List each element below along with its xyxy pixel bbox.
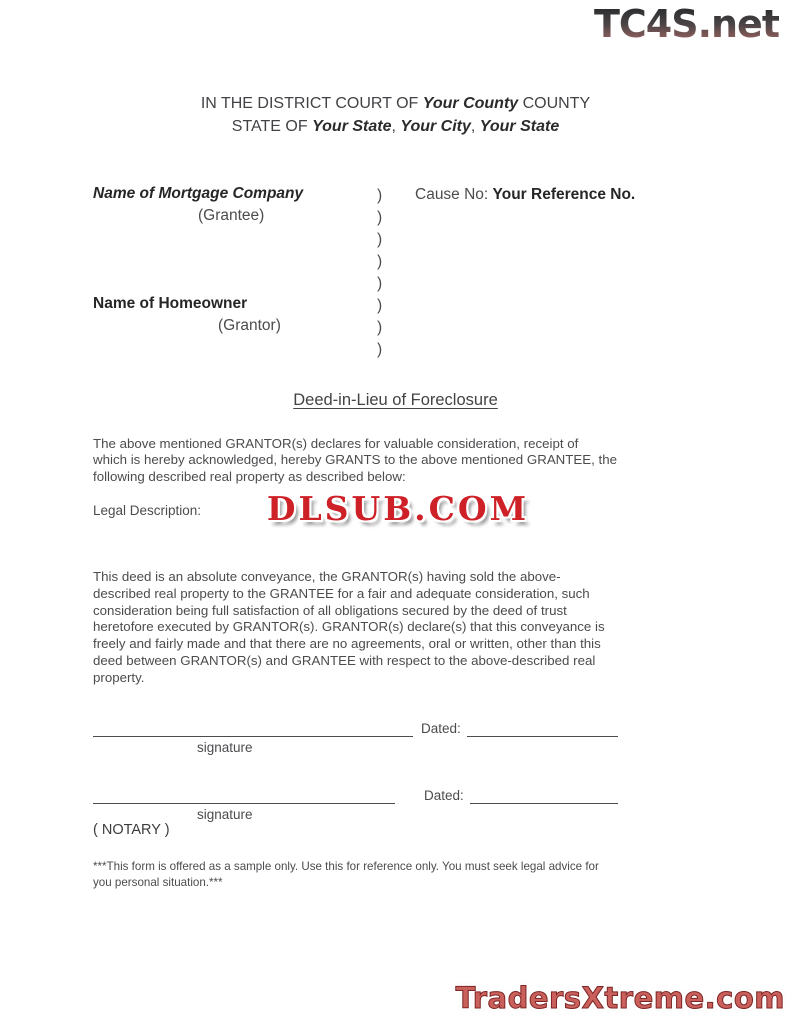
grantor-name: Name of Homeowner [93, 295, 248, 312]
tc4s-logo: TC4S.net [593, 2, 779, 46]
disclaimer-line: you personal situation.*** [93, 876, 223, 889]
paragraph-line: freely and fairly made and that there are no agreements, oral or written, other than this [93, 636, 601, 652]
heading-line2-text: STATE OF [231, 118, 313, 135]
paragraph-line: This deed is an absolute conveyance, the GRANTOR(s) having sold the above- [93, 569, 561, 584]
cause-number-value: Your Reference No. [492, 186, 636, 203]
paragraph-conveyance-clause [93, 569, 605, 687]
dlsub-watermark: DLSUB.COM [266, 489, 530, 528]
paragraph-line: described real property to the GRANTEE for a fair and adequate consideration, such [93, 585, 590, 601]
signature-caption-1: signature [197, 740, 253, 755]
grantor-role-label: (Grantor) [218, 317, 281, 334]
heading-line1-text: IN THE DISTRICT COURT OF [200, 95, 423, 112]
paragraph-line: deed between GRANTOR(s) and GRANTEE with respect to the above-described real [93, 652, 596, 668]
cause-number [415, 186, 635, 204]
paren-mark: ) [377, 253, 383, 270]
paragraph-line: following described real property as described below: [93, 468, 406, 484]
dated-line-2 [470, 789, 618, 804]
paragraph-line: The above mentioned GRANTOR(s) declares for valuable consideration, receipt of [93, 436, 579, 451]
heading-separator-1: , [391, 118, 401, 135]
dated-label-1: Dated: [421, 721, 461, 736]
document-title-text: Deed-in-Lieu of Foreclosure [293, 391, 498, 409]
paren-mark: ) [377, 319, 383, 336]
signature-caption-2: signature [197, 807, 253, 822]
heading-city-placeholder: Your City [400, 118, 471, 135]
tradersxtreme-logo: TradersXtreme.com [455, 981, 785, 1015]
dated-label-2: Dated: [424, 788, 464, 803]
paragraph-line: property. [93, 669, 145, 685]
disclaimer-line: ***This form is offered as a sample only. Use this for reference only. You must seek legal advice for [93, 860, 599, 873]
paragraph-granting-clause [93, 436, 617, 485]
grantee-name: Name of Mortgage Company [93, 185, 304, 202]
heading-line2 [0, 115, 791, 138]
disclaimer [93, 859, 599, 891]
grantee-role-label: (Grantee) [198, 207, 265, 224]
paren-mark: ) [377, 275, 383, 292]
paren-mark: ) [377, 209, 383, 226]
heading-state2-placeholder: Your State [479, 118, 560, 135]
paragraph-line: which is hereby acknowledged, hereby GRANTS to the above mentioned GRANTEE, the [93, 452, 618, 468]
paren-mark: ) [377, 187, 383, 204]
paren-mark: ) [377, 297, 383, 314]
paren-mark: ) [377, 231, 383, 248]
heading-line1 [0, 92, 791, 115]
dated-line-1 [467, 722, 618, 737]
caption-paren-column [377, 185, 382, 361]
cause-number-label: Cause No: [415, 186, 493, 203]
signature-line-2 [93, 789, 395, 804]
court-heading [0, 92, 791, 138]
paren-mark: ) [377, 341, 383, 358]
heading-separator-2: , [470, 118, 480, 135]
heading-state-placeholder: Your State [312, 118, 392, 135]
notary-label: ( NOTARY ) [93, 822, 170, 838]
signature-line-1 [93, 722, 413, 737]
heading-county-placeholder: Your County [422, 95, 519, 112]
paragraph-line: consideration being full satisfaction of all obligations secured by the deed of trust [93, 602, 567, 618]
paragraph-line: heretofore executed by GRANTOR(s). GRANTOR(s) declare(s) that this conveyance is [93, 619, 605, 635]
legal-description-label: Legal Description: [93, 503, 202, 518]
heading-line1-suffix: COUNTY [518, 95, 591, 112]
document-title [0, 391, 791, 410]
